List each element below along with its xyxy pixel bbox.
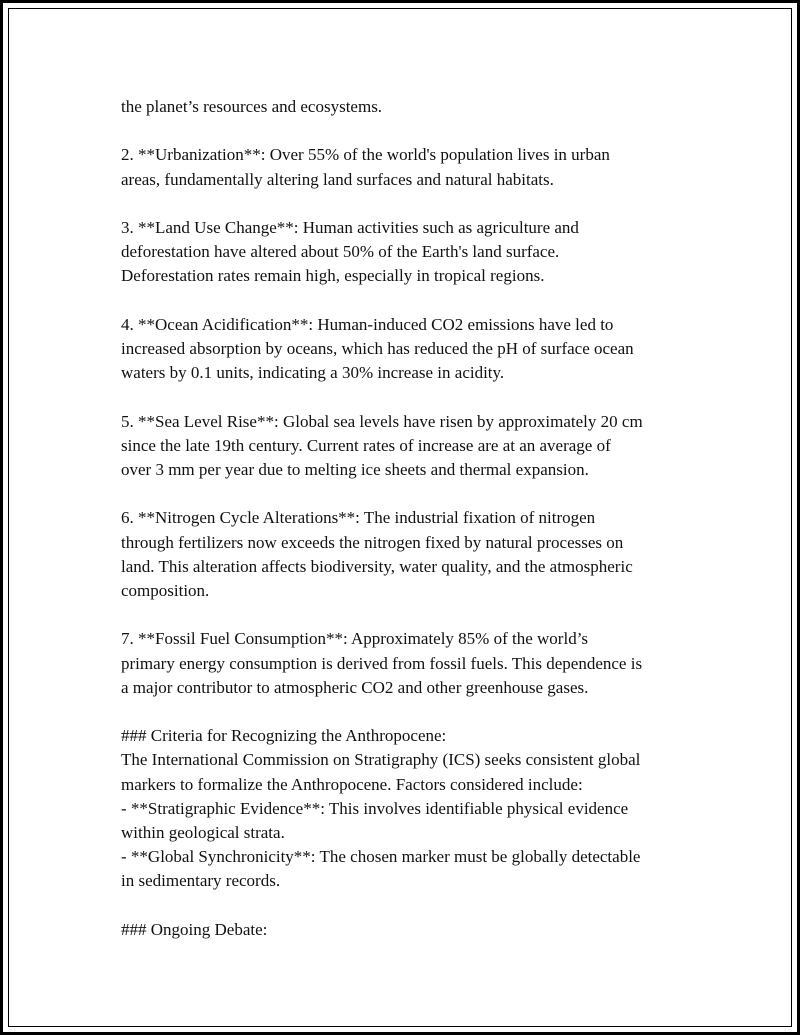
text-line: deforestation have altered about 50% of the Earth's land surface.	[121, 242, 560, 262]
section-heading: ### Criteria for Recognizing the Anthropocene:	[121, 726, 447, 746]
text-line: 7. **Fossil Fuel Consumption**: Approximately 85% of the world’s	[121, 629, 589, 649]
text-line: Deforestation rates remain high, especially in tropical regions.	[121, 266, 545, 286]
text-line: the planet’s resources and ecosystems.	[121, 97, 383, 116]
text-line: 3. **Land Use Change**: Human activities such as agriculture and	[121, 217, 579, 237]
paragraph-urbanization	[121, 143, 711, 191]
text-line: a major contributor to atmospheric CO2 and other greenhouse gases.	[121, 677, 589, 697]
text-line: areas, fundamentally altering land surfaces and natural habitats.	[121, 169, 554, 189]
text-line: primary energy consumption is derived from fossil fuels. This dependence is	[121, 653, 643, 673]
text-line: markers to formalize the Anthropocene. Factors considered include:	[121, 774, 583, 794]
text-line: composition.	[121, 580, 210, 600]
text-line: 5. **Sea Level Rise**: Global sea levels have risen by approximately 20 cm	[121, 411, 643, 431]
section-ongoing-debate	[121, 918, 711, 942]
paragraph-land-use-change	[121, 216, 711, 289]
text-line: within geological strata.	[121, 822, 285, 842]
paragraph-nitrogen-cycle	[121, 506, 711, 603]
text-line: 4. **Ocean Acidification**: Human-induced CO2 emissions have led to	[121, 314, 614, 334]
section-criteria	[121, 724, 711, 893]
text-line: through fertilizers now exceeds the nitrogen fixed by natural processes on	[121, 532, 624, 552]
text-line: waters by 0.1 units, indicating a 30% increase in acidity.	[121, 363, 505, 383]
paragraph-ocean-acidification	[121, 313, 711, 386]
text-line: 2. **Urbanization**: Over 55% of the world's population lives in urban	[121, 145, 610, 165]
text-line: increased absorption by oceans, which has reduced the pH of surface ocean	[121, 338, 634, 358]
paragraph-fossil-fuel	[121, 627, 711, 700]
list-item: - **Stratigraphic Evidence**: This involves identifiable physical evidence	[121, 798, 629, 818]
text-line: over 3 mm per year due to melting ice sheets and thermal expansion.	[121, 459, 589, 479]
list-item: - **Global Synchronicity**: The chosen marker must be globally detectable	[121, 847, 641, 867]
text-line: since the late 19th century. Current rates of increase are at an average of	[121, 435, 611, 455]
text-line: land. This alteration affects biodiversity, water quality, and the atmospheric	[121, 556, 633, 576]
section-heading: ### Ongoing Debate:	[121, 919, 268, 939]
text-line: The International Commission on Stratigraphy (ICS) seeks consistent global	[121, 750, 641, 770]
text-line: in sedimentary records.	[121, 871, 281, 891]
paragraph-sea-level-rise	[121, 410, 711, 483]
document-body	[121, 95, 711, 942]
paragraph-intro-tail	[121, 95, 711, 119]
text-line: 6. **Nitrogen Cycle Alterations**: The industrial fixation of nitrogen	[121, 508, 596, 528]
